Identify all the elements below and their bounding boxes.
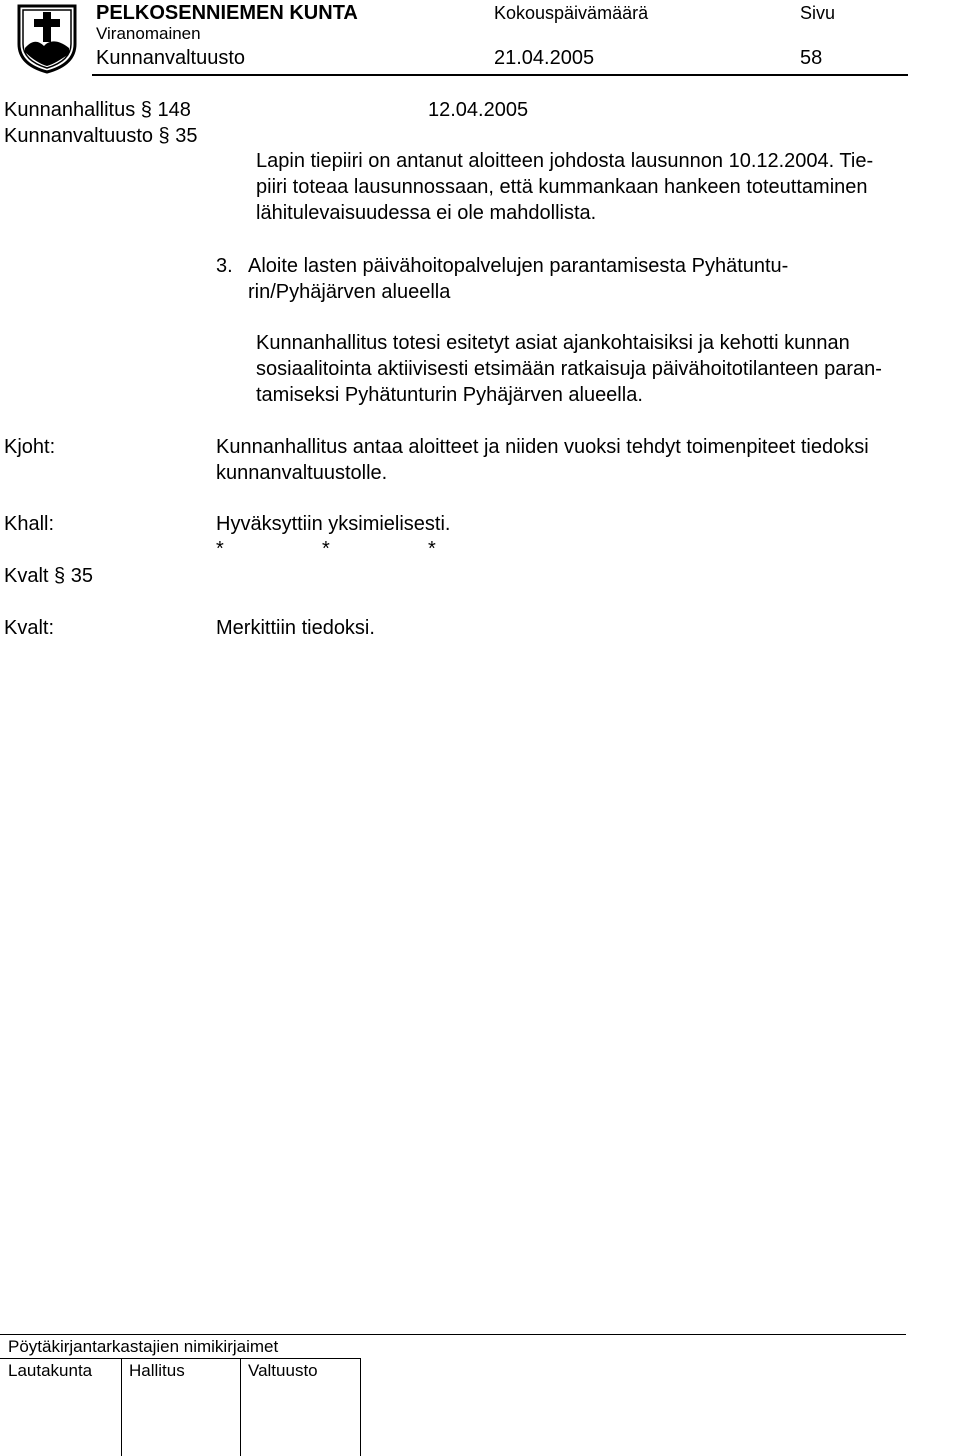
- authority-label: Viranomainen: [96, 24, 201, 43]
- meeting-date: 21.04.2005: [494, 47, 595, 69]
- paragraph-kunnanhallitus: [256, 330, 882, 408]
- paragraph-line: tamiseksi Pyhätunturin Pyhäjärven alueella.: [256, 384, 643, 406]
- ref-kvalt: Kunnanvaltuusto § 35: [4, 125, 198, 147]
- paragraph-line: lähitulevaisuudessa ei ole mahdollista.: [256, 202, 597, 224]
- paragraph-tiepiiri: [256, 148, 873, 226]
- paragraph-line: Lapin tiepiiri on antanut aloitteen johdosta lausunnon 10.12.2004. Tie-: [256, 150, 874, 172]
- ref-khall-date: 12.04.2005: [428, 99, 529, 121]
- separator-star: *: [428, 538, 436, 560]
- item-title-line: rin/Pyhäjärven alueella: [248, 281, 451, 303]
- kjoht-proposal: [216, 434, 869, 486]
- footer-divider: [0, 1334, 906, 1335]
- signature-divider: [240, 1358, 241, 1456]
- item-title-line: Aloite lasten päivähoitopalvelujen parantamisesta Pyhätuntu-: [248, 255, 789, 277]
- paragraph-line: sosiaalitointa aktiivisesti etsimään ratkaisuja päivähoitotilanteen paran-: [256, 358, 882, 380]
- kvalt-section: Kvalt § 35: [4, 565, 93, 587]
- page-number: 58: [800, 47, 823, 69]
- item-number: 3.: [216, 255, 233, 277]
- khall-decision: Hyväksyttiin yksimielisesti.: [216, 513, 451, 535]
- coat-of-arms-icon: [16, 4, 78, 74]
- separator-star: *: [216, 538, 224, 560]
- proposal-line: Kunnanhallitus antaa aloitteet ja niiden vuoksi tehdyt toimenpiteet tiedoksi: [216, 436, 869, 458]
- khall-label: Khall:: [4, 513, 55, 535]
- paragraph-line: Kunnanhallitus totesi esitetyt asiat ajankohtaisiksi ja kehotti kunnan: [256, 332, 850, 354]
- proposal-line: kunnanvaltuustolle.: [216, 462, 388, 484]
- org-name: PELKOSENNIEMEN KUNTA: [96, 2, 358, 24]
- paragraph-line: piiri toteaa lausunnossaan, että kummankaan hankeen toteuttaminen: [256, 176, 868, 198]
- signature-divider: [121, 1358, 122, 1456]
- ref-khall: Kunnanhallitus § 148: [4, 99, 191, 121]
- kjoht-label: Kjoht:: [4, 436, 56, 458]
- signature-col-hallitus: Hallitus: [129, 1361, 185, 1380]
- kvalt-decision: Merkittiin tiedoksi.: [216, 617, 375, 639]
- date-label: Kokouspäivämäärä: [494, 3, 649, 23]
- kvalt-label: Kvalt:: [4, 617, 55, 639]
- signature-col-lautakunta: Lautakunta: [8, 1361, 93, 1380]
- page-label: Sivu: [800, 3, 836, 23]
- signature-col-valtuusto: Valtuusto: [248, 1361, 318, 1380]
- signature-table-top: [0, 1358, 360, 1359]
- footer-title: Pöytäkirjantarkastajien nimikirjaimet: [8, 1337, 279, 1356]
- item-3-title: [248, 253, 788, 305]
- signature-divider: [360, 1358, 361, 1456]
- separator-star: *: [322, 538, 330, 560]
- authority: Kunnanvaltuusto: [96, 47, 246, 69]
- header-divider: [92, 74, 908, 76]
